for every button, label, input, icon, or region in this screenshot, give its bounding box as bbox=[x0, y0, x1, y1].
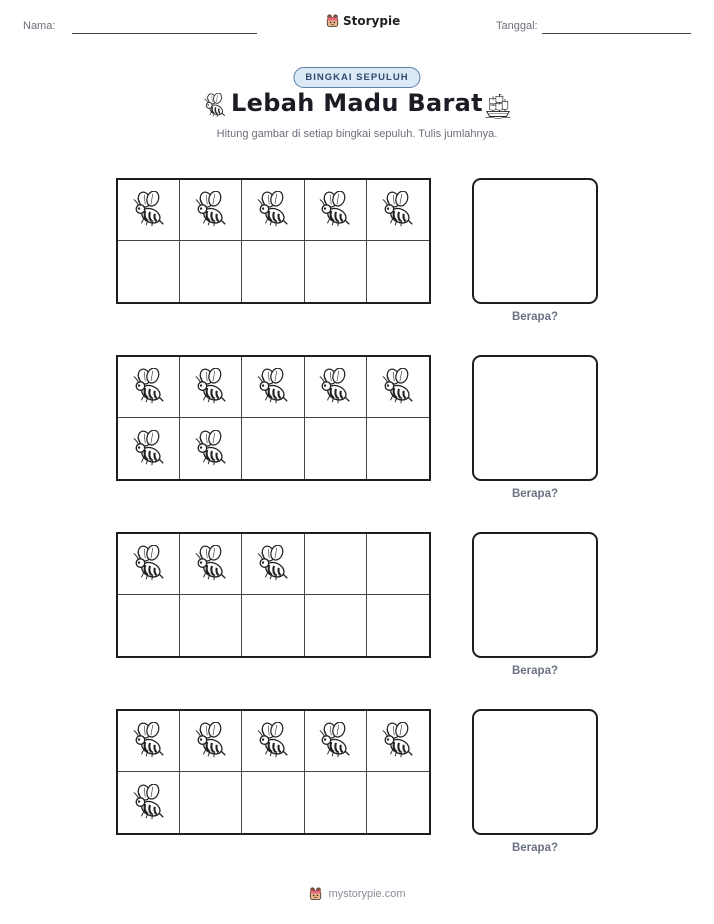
ten-frame-cell bbox=[118, 534, 180, 595]
bee-icon bbox=[254, 368, 292, 406]
bee-icon bbox=[379, 191, 417, 229]
bee-icon bbox=[192, 430, 230, 468]
ten-frame-cell bbox=[242, 180, 304, 241]
bee-icon bbox=[192, 191, 230, 229]
ten-frame-cell bbox=[118, 772, 180, 833]
bee-icon bbox=[316, 722, 354, 760]
bee-icon bbox=[192, 368, 230, 406]
bee-icon bbox=[130, 368, 168, 406]
ten-frame-cell bbox=[118, 595, 180, 656]
ten-frame bbox=[116, 709, 431, 835]
ten-frame-cell bbox=[367, 595, 429, 656]
ten-frame-cell bbox=[367, 711, 429, 772]
ten-frame-cell bbox=[118, 180, 180, 241]
ten-frame-cell bbox=[305, 711, 367, 772]
bee-icon bbox=[254, 722, 292, 760]
brand-name: Storypie bbox=[343, 13, 401, 28]
ten-frame bbox=[116, 355, 431, 481]
ten-frame-cell bbox=[367, 534, 429, 595]
storypie-mascot-icon bbox=[325, 13, 340, 28]
ten-frame-cell bbox=[367, 772, 429, 833]
ten-frame-cell bbox=[242, 241, 304, 302]
ten-frame-cell bbox=[180, 241, 242, 302]
ten-frame-cell bbox=[367, 357, 429, 418]
ten-frame-cell bbox=[180, 357, 242, 418]
ten-frame-cell bbox=[242, 357, 304, 418]
ten-frame-cell bbox=[367, 241, 429, 302]
ten-frame-cell bbox=[118, 711, 180, 772]
bee-icon bbox=[379, 368, 417, 406]
ten-frame-cell bbox=[242, 534, 304, 595]
bee-icon bbox=[316, 368, 354, 406]
ten-frame-cell bbox=[367, 418, 429, 479]
ten-frame-cell bbox=[242, 418, 304, 479]
answer-box[interactable] bbox=[472, 355, 598, 481]
bee-icon bbox=[254, 191, 292, 229]
ten-frame bbox=[116, 178, 431, 304]
ten-frame-cell bbox=[242, 595, 304, 656]
name-label: Nama: bbox=[23, 20, 56, 32]
ten-frame-cell bbox=[118, 418, 180, 479]
ten-frame-cell bbox=[305, 357, 367, 418]
storypie-logo bbox=[325, 13, 400, 28]
date-line[interactable] bbox=[542, 33, 691, 34]
instructions: Hitung gambar di setiap bingkai sepuluh. Tulis jumlahnya. bbox=[216, 128, 498, 140]
ten-frame-cell bbox=[180, 772, 242, 833]
bee-icon bbox=[192, 545, 230, 583]
answer-box[interactable] bbox=[472, 178, 598, 304]
ten-frame-cell bbox=[118, 241, 180, 302]
ten-frame-cell bbox=[305, 418, 367, 479]
storypie-mascot-icon bbox=[308, 886, 323, 901]
answer-box[interactable] bbox=[472, 709, 598, 835]
answer-label: Berapa? bbox=[511, 665, 559, 677]
ship-icon bbox=[484, 92, 512, 120]
bee-icon bbox=[254, 545, 292, 583]
ten-frame-cell bbox=[242, 711, 304, 772]
bee-icon bbox=[130, 784, 168, 822]
ten-frame-cell bbox=[367, 180, 429, 241]
ten-frame-cell bbox=[118, 357, 180, 418]
ten-frame-cell bbox=[180, 180, 242, 241]
ten-frame-cell bbox=[180, 711, 242, 772]
ten-frame-cell bbox=[305, 595, 367, 656]
bee-icon bbox=[130, 430, 168, 468]
ten-frame-cell bbox=[305, 241, 367, 302]
answer-label: Berapa? bbox=[511, 311, 559, 323]
date-label: Tanggal: bbox=[496, 20, 538, 32]
answer-label: Berapa? bbox=[511, 842, 559, 854]
bee-icon bbox=[316, 191, 354, 229]
footer-url: mystorypie.com bbox=[328, 887, 406, 900]
bee-icon bbox=[130, 191, 168, 229]
footer bbox=[0, 886, 714, 901]
ten-frame-cell bbox=[242, 772, 304, 833]
ten-frame-cell bbox=[305, 534, 367, 595]
ten-frame bbox=[116, 532, 431, 658]
ten-frame-cell bbox=[305, 180, 367, 241]
page-title: Lebah Madu Barat bbox=[231, 89, 483, 117]
ten-frame-cell bbox=[180, 534, 242, 595]
ten-frame-cell bbox=[180, 418, 242, 479]
category-badge: BINGKAI SEPULUH bbox=[293, 67, 420, 88]
answer-box[interactable] bbox=[472, 532, 598, 658]
name-line[interactable] bbox=[72, 33, 257, 34]
ten-frame-cell bbox=[180, 595, 242, 656]
bee-icon bbox=[130, 722, 168, 760]
answer-label: Berapa? bbox=[511, 488, 559, 500]
bee-icon bbox=[379, 722, 417, 760]
bee-icon bbox=[192, 722, 230, 760]
bee-icon bbox=[130, 545, 168, 583]
ten-frame-cell bbox=[305, 772, 367, 833]
